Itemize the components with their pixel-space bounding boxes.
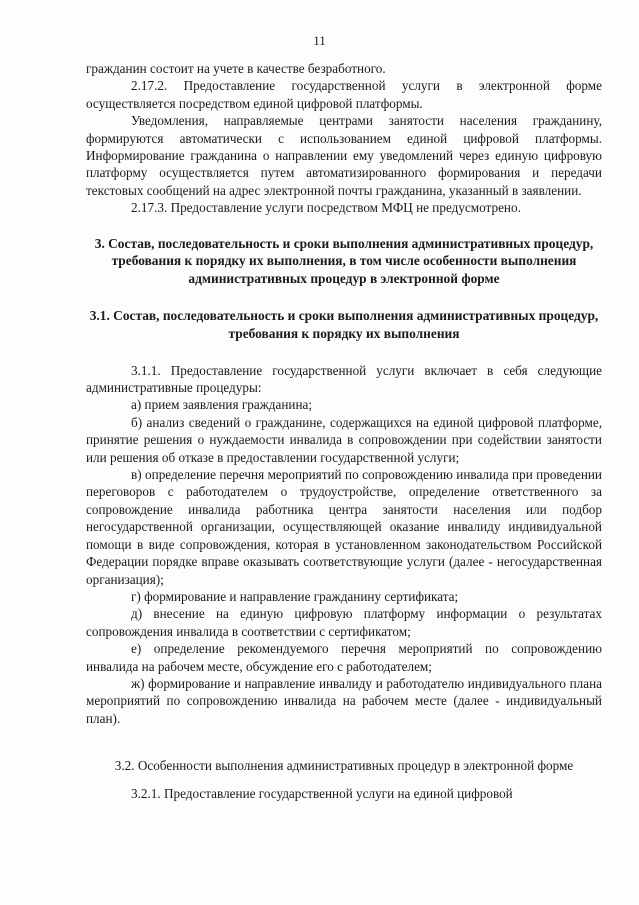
page-content — [86, 60, 602, 802]
paragraph: гражданин состоит на учете в качестве безработного. — [86, 61, 386, 76]
list-item: а) прием заявления гражданина; — [131, 397, 313, 413]
paragraph: Уведомления, направляемые центрами занятости населения гражданину, формируются автоматически с использованием единой цифровой платформы. Информирование гражданина о направлении ему уведомлений через единую цифровую платформу осуществляется путем автоматизированного формирования и передачи текстовых сообщений на адрес электронной почты гражданина, указанный в заявлении. — [86, 113, 602, 198]
section-3-heading: 3. Состав, последовательность и сроки выполнения административных процедур, требования к порядку их выполнения, в том числе особенности выполнения административных процедур в электронной форме — [94, 235, 594, 287]
paragraph: 2.17.3. Предоставление услуги посредством МФЦ не предусмотрено. — [131, 200, 521, 216]
list-item: г) формирование и направление гражданину сертификата; — [131, 588, 459, 604]
section-3-2-heading: 3.2. Особенности выполнения административных процедур в электронной форме — [114, 758, 574, 774]
paragraph: 2.17.2. Предоставление государственной услуги в электронной форме осуществляется посредством единой цифровой платформы. — [86, 78, 602, 111]
paragraph: 3.1.1. Предоставление государственной услуги включает в себя следующие административные процедуры: — [86, 362, 602, 396]
list-item: е) определение рекомендуемого перечня мероприятий по сопровождению инвалида на рабочем месте, обсуждение его с работодателем; — [86, 641, 602, 674]
list-item: б) анализ сведений о гражданине, содержащихся на единой цифровой платформе, принятие решения о нуждаемости инвалида в сопровождении при содействии занятости или решения об отказе в предоставлении государственной услуги; — [86, 414, 602, 465]
list-item: д) внесение на единую цифровую платформу информации о результатах сопровождения инвалида в соответствии с сертификатом; — [86, 606, 602, 639]
paragraph: 3.2.1. Предоставление государственной услуги на единой цифровой — [131, 785, 513, 801]
page-number: 11 — [313, 33, 326, 48]
list-item: в) определение перечня мероприятий по сопровождению инвалида при проведении переговоров с работодателем о трудоустройстве, определение ответственного за сопровождение инвалида работника центра занятости населения или подбор негосударственной организации, осуществляющей оказание инвалиду индивидуальной помощи в виде сопровождения, которая в установленном законодательством Российской Федерации порядке вправе оказывать соответствующие услуги (далее - негосударственная организация); — [86, 467, 602, 587]
section-3-1-heading: 3.1. Состав, последовательность и сроки выполнения административных процедур, требования к порядку их выполнения — [89, 308, 599, 341]
list-item: ж) формирование и направление инвалиду и работодателю индивидуального плана мероприятий по сопровождению инвалида на рабочем месте (далее - индивидуальный план). — [86, 675, 602, 726]
